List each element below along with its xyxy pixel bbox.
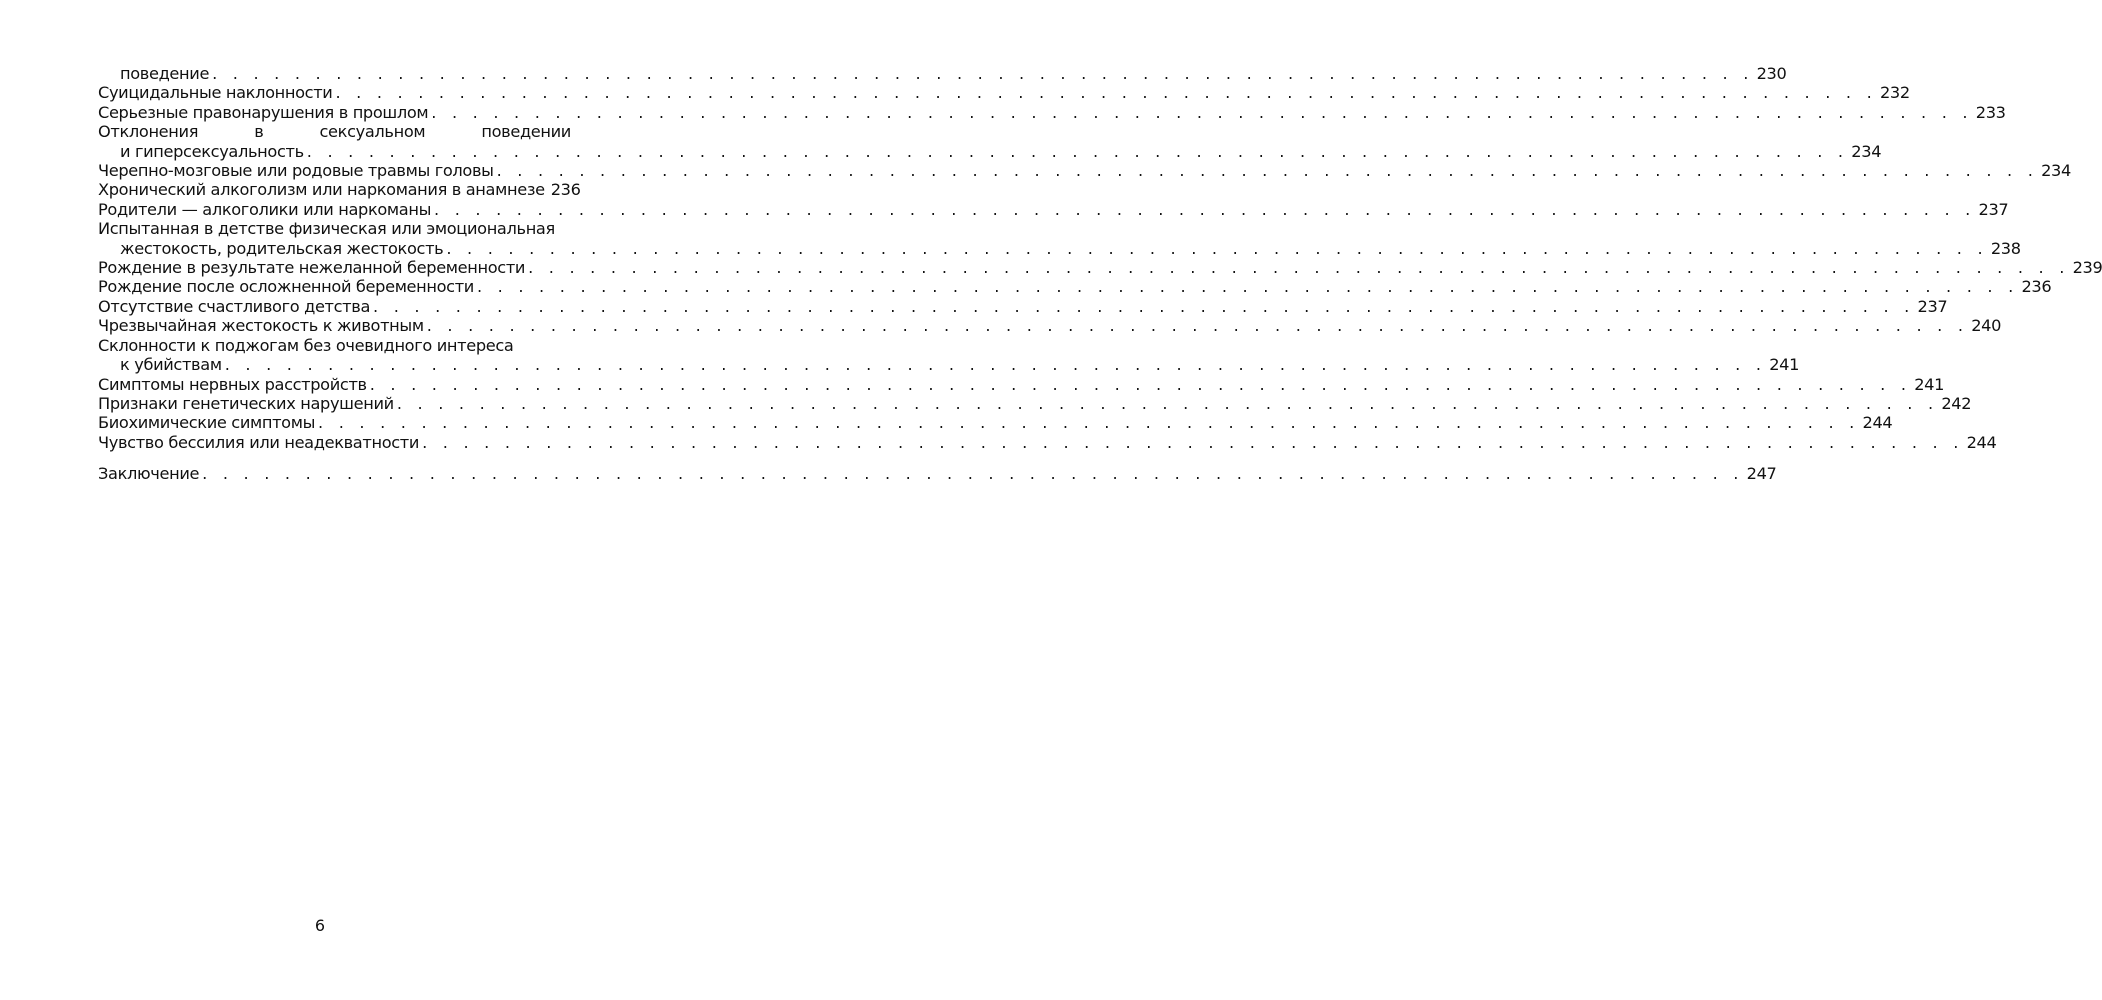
- toc-entry-title: Чувство бессилия или неадекватности: [98, 432, 420, 452]
- toc-word: сексуальном: [319, 122, 426, 142]
- dot-leader: [446, 239, 1988, 258]
- toc-entry: [98, 413, 1893, 433]
- toc-entry-page: 247: [1746, 464, 1777, 484]
- toc-entry-page: 232: [1879, 83, 1910, 103]
- toc-entry-title: Родители — алкоголики или наркоманы: [98, 199, 432, 219]
- toc-entry-title: Симптомы нервных расстройств: [98, 374, 367, 394]
- dot-leader: [225, 355, 1767, 374]
- toc-entry: [98, 258, 2102, 278]
- toc-entry: [98, 355, 1800, 375]
- toc-entry-title: Испытанная в детстве физическая или эмоциональная: [98, 219, 555, 239]
- toc-entry-conclusion: [98, 464, 1777, 484]
- toc-entry: [98, 64, 1787, 83]
- toc-entry: [98, 432, 1997, 452]
- page-number: 6: [314, 916, 326, 935]
- toc-entry-page: 244: [1966, 432, 1997, 452]
- toc-entry-page: 241: [1769, 355, 1800, 375]
- toc-entry-title: Чрезвычайная жестокость к животным: [98, 316, 424, 336]
- dot-leader: [307, 142, 1849, 161]
- dot-leader: [212, 64, 1754, 83]
- toc-word: в: [254, 122, 264, 142]
- toc-entry-page: 236: [2021, 277, 2052, 297]
- toc-entry-title: Заключение: [98, 464, 200, 484]
- toc-entry-title: к убийствам: [120, 355, 222, 375]
- toc-entry: [98, 374, 1945, 394]
- toc-entry-page: 233: [1975, 102, 2006, 122]
- toc-word: Отклонения: [98, 122, 199, 142]
- section-gap: [98, 452, 571, 464]
- toc-entry: [98, 102, 2006, 122]
- toc-entry-title: Биохимические симптомы: [98, 413, 316, 433]
- dot-leader: [497, 161, 2039, 180]
- dot-leader: [434, 200, 1976, 219]
- dot-leader: [370, 375, 1912, 394]
- dot-leader: [318, 413, 1860, 432]
- toc-entry: [98, 161, 2071, 181]
- toc-entry: [98, 83, 1910, 103]
- toc-entry-page: 237: [1917, 296, 1948, 316]
- toc-entry-justified-line: [98, 122, 571, 141]
- toc-entry-title: жестокость, родительская жестокость: [120, 238, 444, 258]
- toc-entry-page: 240: [1971, 316, 2002, 336]
- dot-leader: [335, 83, 1877, 102]
- toc-entry-first-line: [98, 336, 571, 355]
- dot-leader: [427, 316, 1969, 335]
- toc-entry-page: 244: [1862, 413, 1893, 433]
- toc-entry-title: Рождение после осложненной беременности: [98, 277, 474, 297]
- toc-entry-page: 241: [1914, 374, 1945, 394]
- toc-entry: [98, 296, 1948, 316]
- toc-entry: [98, 277, 2052, 297]
- toc-entry-page: 237: [1978, 199, 2009, 219]
- toc-entry-title: Отсутствие счастливого детства: [98, 296, 371, 316]
- toc-entry-title: поведение: [120, 64, 210, 83]
- dot-leader: [202, 464, 1744, 483]
- table-of-contents: [98, 64, 2102, 484]
- toc-entry-page: 234: [2041, 161, 2071, 181]
- dot-leader: [397, 394, 1939, 413]
- toc-entry-page: 242: [1941, 393, 1972, 413]
- toc-entry: [98, 238, 2021, 258]
- toc-entry: [98, 199, 2009, 219]
- toc-entry: [98, 141, 1882, 161]
- toc-entry-page: 230: [1756, 64, 1787, 83]
- dot-leader: [431, 103, 1973, 122]
- toc-entry-title: Признаки генетических нарушений: [98, 393, 394, 413]
- toc-entry-title: Склонности к поджогам без очевидного интереса: [98, 335, 514, 355]
- toc-entry-page: 239: [2072, 258, 2102, 278]
- toc-entry-first-line: [98, 219, 571, 238]
- dot-leader: [528, 258, 2070, 277]
- toc-entry-title: и гиперсексуальность: [120, 141, 304, 161]
- toc-entry-title: Черепно-мозговые или родовые травмы головы: [98, 161, 494, 181]
- toc-entry: [98, 180, 581, 200]
- toc-entry-page: 236: [550, 180, 581, 200]
- dot-leader: [422, 433, 1964, 452]
- toc-entry-title: Серьезные правонарушения в прошлом: [98, 102, 429, 122]
- dot-leader: [477, 277, 2019, 296]
- toc-word: поведении: [481, 122, 571, 142]
- toc-entry-page: 234: [1851, 141, 1882, 161]
- toc-entry: [98, 393, 1972, 413]
- toc-entry-title: Рождение в результате нежеланной беременности: [98, 258, 526, 278]
- toc-entry-title: Хронический алкоголизм или наркомания в анамнезе: [98, 180, 545, 200]
- dot-leader: [373, 297, 1915, 316]
- toc-entry-title: Суицидальные наклонности: [98, 83, 333, 103]
- toc-entry: [98, 316, 2002, 336]
- toc-entry-page: 238: [1990, 238, 2021, 258]
